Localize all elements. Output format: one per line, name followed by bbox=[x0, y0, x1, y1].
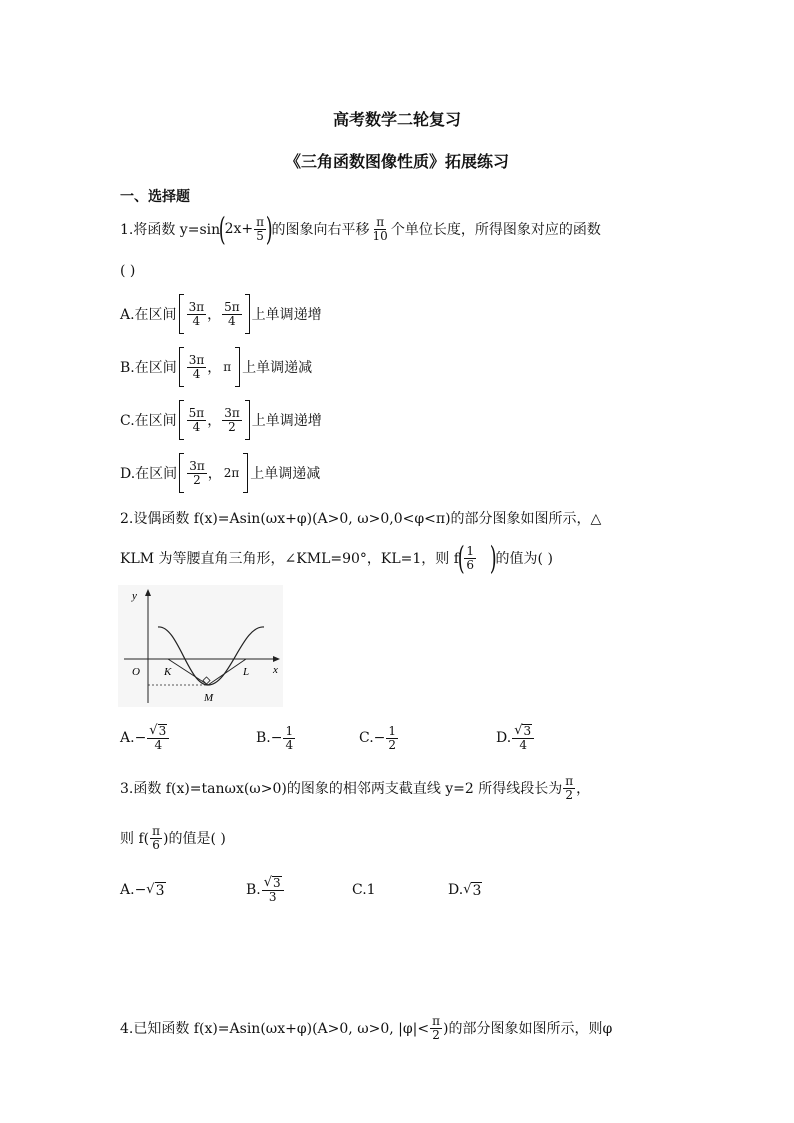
question-2-line-2: KLM 为等腰直角三角形，∠KML=90°，KL=1，则 f ( $\frac{1}{6}$ ) 的值为( ) bbox=[120, 539, 553, 577]
question-3-line-2: 则 f( $\frac{\pi}{6}$ )的值是( ) bbox=[120, 823, 226, 852]
q1-close-paren: ) bbox=[265, 210, 273, 248]
graph-label-o: O bbox=[132, 666, 140, 678]
document-title: 高考数学二轮复习 bbox=[332, 110, 461, 129]
graph-label-x: x bbox=[273, 664, 278, 676]
q1-option-d: D.在区间 $\frac{3\pi}{2}$ ， 2π 上单调递减 bbox=[120, 451, 320, 495]
q1-post: 个单位长度，所得图象对应的函数 bbox=[390, 222, 601, 238]
q3-option-a: A. − √ 3 bbox=[120, 881, 165, 899]
question-2-line-1: 2.设偶函数 f(x)=Asin(ωx+φ)(A>0, ω>0,0<φ<π)的部分图象如图所示，△ bbox=[120, 511, 602, 527]
section-heading: 一、选择题 bbox=[120, 189, 190, 205]
question-3-line-1: 3.函数 f(x)=tanωx(ω>0)的图象的相邻两支截直线 y=2 所得线段长为 $\frac{\pi}{2}$ ， bbox=[120, 773, 591, 802]
q2-option-d: D. √ 3 4 bbox=[496, 716, 535, 760]
question-1-stem bbox=[120, 206, 601, 252]
document-subtitle: 《三角函数图像性质》拓展练习 bbox=[284, 152, 509, 171]
question-4-stem: 4.已知函数 f(x)=Asin(ωx+φ)(A>0, ω>0, |φ|< $\frac{\pi}{2}$ )的部分图象如图所示，则φ bbox=[120, 1013, 613, 1042]
q1-mid: 的图象向右平移 bbox=[271, 222, 370, 238]
graph-label-l: L bbox=[243, 666, 250, 678]
q2-option-a: A. − √ 3 4 bbox=[120, 716, 170, 760]
q1-phase-fraction: $\frac{\pi}{5}$ bbox=[256, 214, 265, 243]
q2-graph bbox=[118, 585, 283, 707]
graph-label-m: M bbox=[204, 692, 214, 704]
graph-label-y: y bbox=[132, 590, 137, 602]
q1-open-paren: ( bbox=[218, 210, 226, 248]
q3-option-c: C. 1 bbox=[352, 882, 376, 898]
q2-option-b: B. − $\frac{1}{4}$ bbox=[256, 723, 294, 752]
q1-option-b: B.在区间 $\frac{3\pi}{4}$ ， π 上单调递减 bbox=[120, 345, 312, 389]
q3-option-b: B. √ 3 3 bbox=[246, 868, 285, 912]
q2-option-c: C. − $\frac{1}{2}$ bbox=[359, 723, 397, 752]
graph-label-k: K bbox=[164, 666, 172, 678]
q1-shift-fraction: $\frac{\pi}{10}$ bbox=[372, 214, 388, 243]
q3-option-d: D. √ 3 bbox=[448, 881, 482, 899]
q1-answer-blank: ( ) bbox=[120, 263, 136, 279]
q1-option-c: C.在区间 $\frac{5\pi}{4}$ ， $\frac{3\pi}{2}$ 上单调递增 bbox=[120, 398, 322, 442]
q1-option-a: A.在区间 $\frac{3\pi}{4}$ ， $\frac{5\pi}{4}$ 上单调递增 bbox=[120, 292, 322, 336]
q1-inner: 2x+ bbox=[224, 221, 254, 237]
q1-prefix: 1.将函数 y=sin bbox=[120, 222, 221, 238]
graph-background bbox=[118, 585, 283, 707]
